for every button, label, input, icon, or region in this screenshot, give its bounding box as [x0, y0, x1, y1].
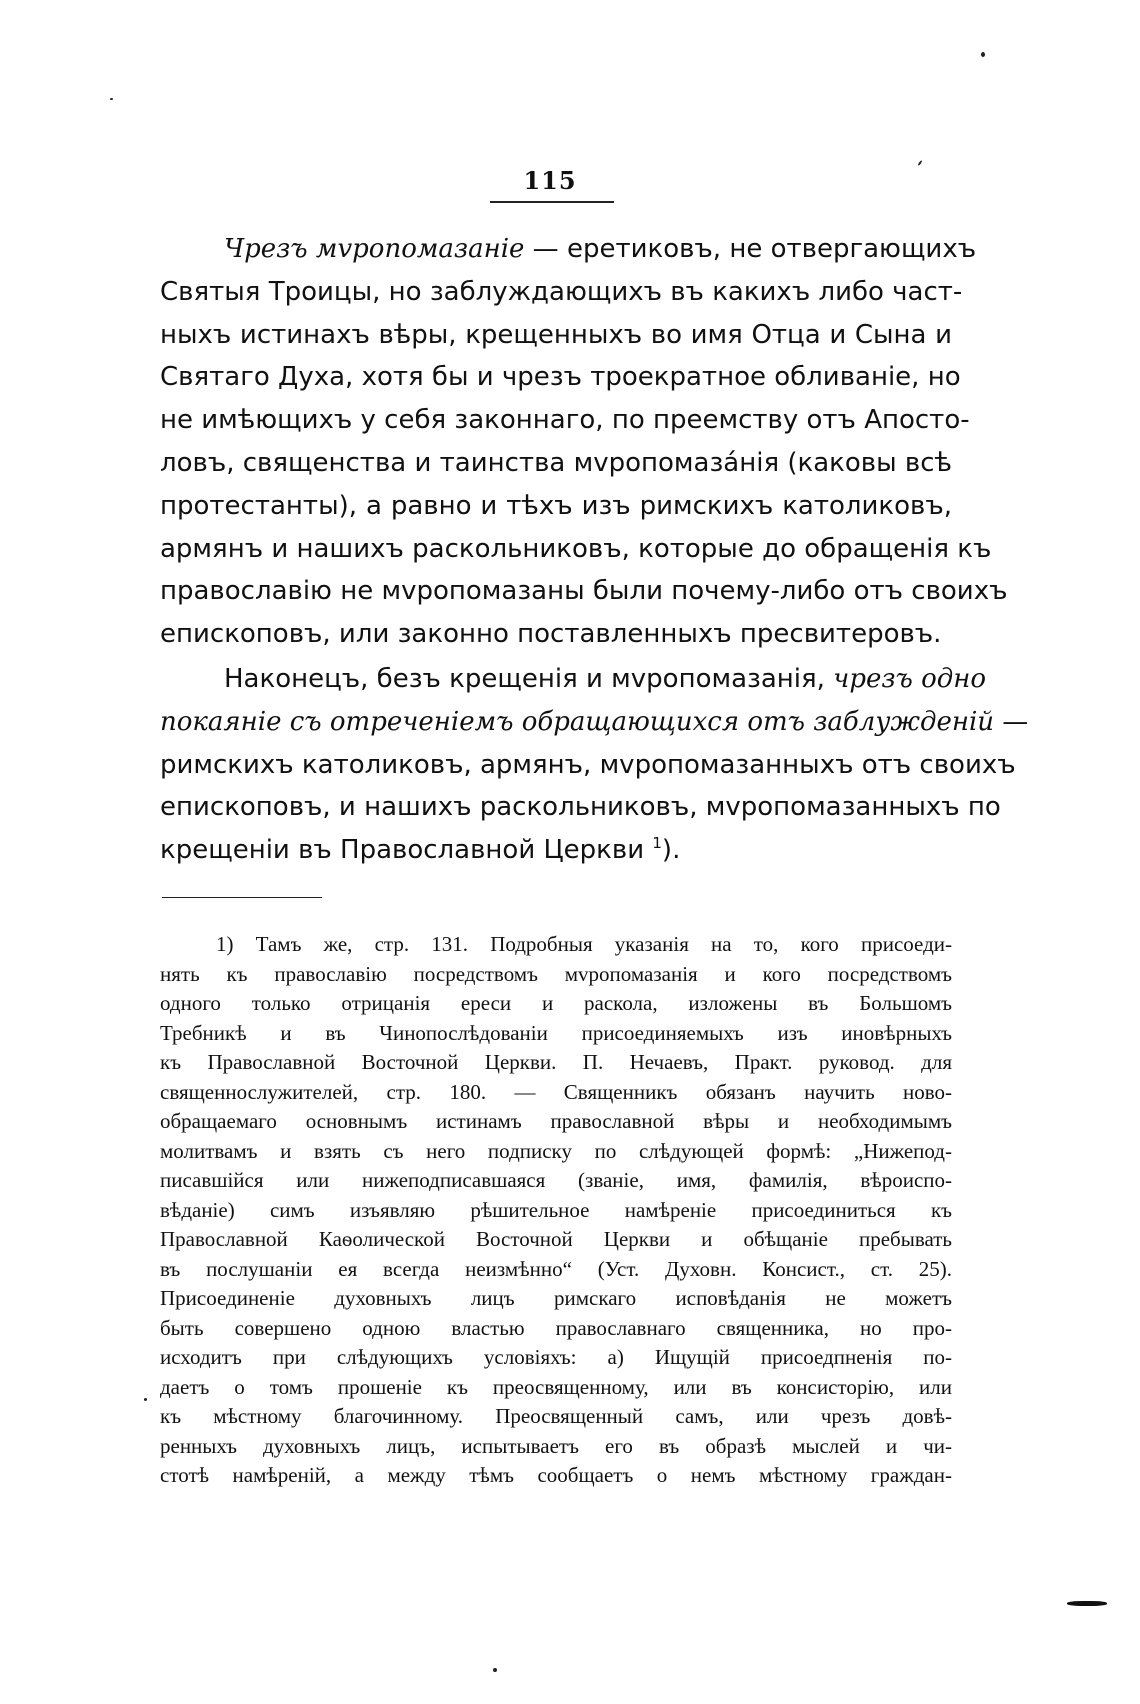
scan-speck	[110, 98, 113, 100]
text-line: протестанты), а равно и тѣхъ изъ римскихъ католиковъ,	[160, 490, 952, 521]
paragraph-2	[160, 658, 1029, 872]
text-line: Святыя Троицы, но заблуждающихъ въ какихъ либо част-	[160, 276, 963, 307]
footnote-line: въ послушаніи ея всегда неизмѣнно“ (Уст. Духовн. Консист., ст. 25).	[160, 1256, 952, 1281]
footnote-line: быть совершено одною властью православнаго священника, но про-	[160, 1315, 952, 1340]
text-line: Святаго Духа, хотя бы и чрезъ троекратное обливаніе, но	[160, 362, 961, 393]
emphasis-text: покаяніе съ отреченіемъ обращающихся отъ заблужденій	[160, 706, 995, 737]
footnote-line: къ Православной Восточной Церкви. П. Нечаевъ, Практ. руковод. для	[160, 1050, 952, 1074]
text-line: римскихъ католиковъ, армянъ, мvропомазанныхъ отъ своихъ	[160, 749, 1016, 780]
footnote-line: одного только отрицанія ереси и раскола, изложены въ Большомъ	[160, 991, 952, 1015]
line-text: —	[994, 706, 1029, 737]
page-number: 115	[523, 166, 577, 195]
footnote-line: писавшійся или нижеподписавшаяся (званіе, имя, фамилія, вѣроиспо-	[160, 1168, 952, 1192]
emphasis-text: чрезъ одно	[833, 663, 987, 694]
footnote	[160, 930, 952, 1491]
text-line	[160, 829, 952, 872]
footnote-line: стотѣ намѣреній, а между тѣмъ сообщаетъ о немъ мѣстному граждан-	[160, 1463, 952, 1487]
text-line: армянъ и нашихъ раскольниковъ, которые до обращенія къ	[160, 533, 992, 564]
footnote-line: 1) Тамъ же, стр. 131. Подробныя указанія на то, кого присоеди-	[216, 932, 952, 956]
footnote-line: Православной Каѳолической Восточной Церкви и обѣщаніе пребывать	[160, 1227, 952, 1251]
footnote-line: вѣданіе) симъ изъявляю рѣшительное намѣреніе присоединиться къ	[160, 1197, 952, 1222]
scan-speck	[981, 52, 985, 57]
text-line	[160, 701, 1029, 744]
line-text: Наконецъ, безъ крещенія и мvропомазанія,	[224, 663, 834, 694]
page-number-rule	[490, 201, 614, 203]
footnote-marker: 1	[652, 834, 662, 853]
footnote-line: даетъ о томъ прошеніе къ преосвященному, или въ консисторію, или	[160, 1374, 952, 1399]
text-line: православію не мvропомазаны были почему-либо отъ своихъ	[160, 576, 1008, 607]
line-text: — еретиковъ, не отвергающихъ	[524, 234, 977, 264]
footnote-line: обращаемаго основнымъ истинамъ православной вѣры и необходимымъ	[160, 1109, 952, 1133]
scan-speck	[144, 1398, 147, 1401]
scan-speck	[917, 160, 922, 166]
scan-speck	[493, 1668, 497, 1672]
text-line: епископовъ, и нашихъ раскольниковъ, мvропомазанныхъ по	[160, 792, 1001, 823]
text-line: ловъ, священства и таинства мvропомазáнія (каковы всѣ	[160, 447, 952, 478]
text-line	[160, 228, 977, 271]
footnote-line: къ мѣстному благочинному. Преосвященный самъ, или чрезъ довѣ-	[160, 1404, 952, 1428]
footnote-line: Присоединеніе духовныхъ лицъ римскаго исповѣданія не можетъ	[160, 1286, 952, 1310]
line-text-tail: ).	[661, 835, 681, 866]
emphasis-text: Чрезъ мvропомазаніе	[224, 234, 525, 264]
main-text	[160, 228, 1029, 872]
footnote-line: исходитъ при слѣдующихъ условіяхъ: а) Ищущій присоедпненія по-	[160, 1345, 952, 1369]
line-text: крещеніи въ Православной Церкви	[160, 835, 653, 866]
text-line	[160, 658, 987, 701]
footnote-separator	[162, 897, 322, 898]
paragraph-1	[160, 228, 1008, 656]
text-line: ныхъ истинахъ вѣры, крещенныхъ во имя Отца и Сына и	[160, 319, 952, 350]
text-line: епископовъ, или законно поставленныхъ пресвитеровъ.	[160, 619, 942, 650]
footnote-line: ренныхъ духовныхъ лицъ, испытываетъ его въ образѣ мыслей и чи-	[160, 1433, 952, 1458]
text-line: не имѣющихъ у себя законнаго, по преемству отъ Апосто-	[160, 405, 970, 436]
footnote-line: Требникѣ и въ Чинопослѣдованіи присоединяемыхъ изъ иновѣрныхъ	[160, 1020, 952, 1045]
footnote-line: священнослужителей, стр. 180. — Священникъ обязанъ научить ново-	[160, 1079, 952, 1104]
footnote-line: молитвамъ и взять съ него подписку по слѣдующей формѣ: „Нижепод-	[160, 1138, 952, 1163]
footnote-line: нять къ православію посредствомъ мvропомазанія и кого посредствомъ	[160, 961, 952, 986]
scan-edge-mark	[1067, 1601, 1107, 1606]
